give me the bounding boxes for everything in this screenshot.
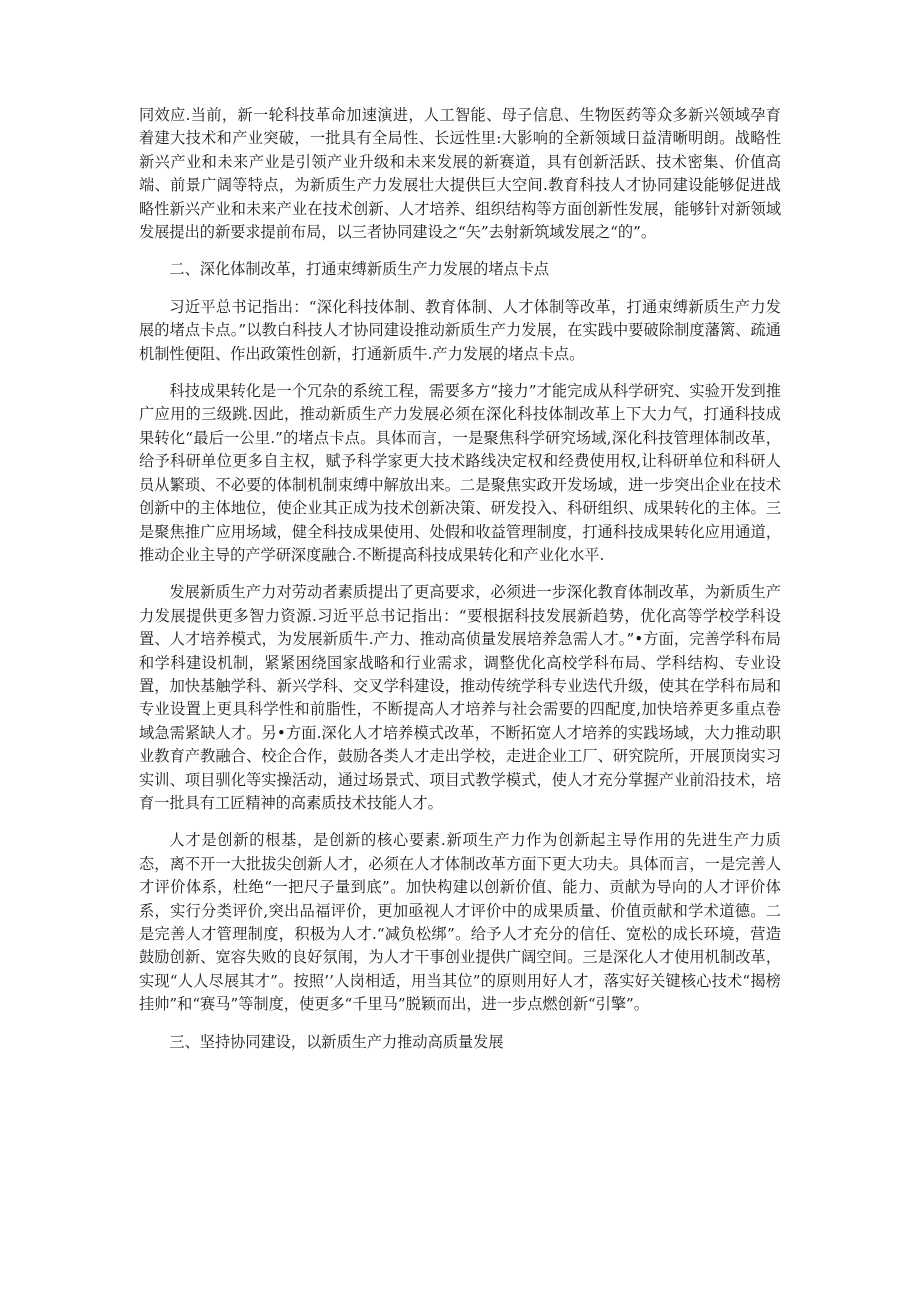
paragraph: 发展新质生产力对劳动者素质提出了更高要求，必须进一步深化教育体制改革，为新质生产力发展提供更多智力资源.习近平总书记指出：“要根据科技发展新趋势，优化高等学校学科设置、人才培养模式，为发展新质牛.产力、推动高侦量发展培养急需人才。”•方面，完善学科布局和学科建设机制，紧紧困绕国家战略和行业需求，调整优化高校学科布局、学科结构、专业设置，加快基触学科、新兴学科、交叉学科建设，推动传统学科专业迭代升级，使其在学科布局和专业设置上更具科学性和前脂性，不断提高人才培养与社会需要的四配度,加快培养更多重点卷域急需紧缺人才。另•方面.深化人才培养模式改革，不断拓宽人才培养的实践场域，大力推动职业教育产教融合、校企合作，鼓励各类人才走出学校，走进企业工厂、研究院所，开展顶岗实习实训、项目驯化等实操活动，通过场景式、项目式教学模式，使人才充分掌握产业前沿技术，培育一批具有工匠精神的高素质技术技能人才。	[139, 583, 781, 812]
paragraph: 习近平总书记指出：“深化科技体制、教育体制、人才体制等改革，打通束缚新质生产力发展的堵点卡点。”以教白科技人才协同建设推动新质生产力发展，在实践中要破除制度藩篱、疏通机制性便阻、作出政策性创新，打通新质牛.产力发展的堵点卡点。	[139, 297, 781, 363]
paragraph: 科技成果转化是一个冗杂的系统工程，需要多方“接力”才能完成从科学研究、实验开发到推广应用的三级跳.因此，推动新质生产力发展必须在深化科技体制改革上下大力气，打通科技成果转化“最后一公里.”的堵点卡点。具体而言，一是聚焦科学研究场域,深化科技管理体制改革，给予科研单位更多自主权，赋予科学家更大技术路线决定权和经费使用权,让科研单位和科研人员从繁琐、不必要的体制机制束缚中解放出来。二是聚焦实政开发场域，进一步突出企业在技术创新中的主体地位，使企业其正成为技术创新决策、研发投入、科研组织、成果转化的主体。三是聚焦推广应用场域，健全科技成果使用、处假和收益管理制度，打通科技成果转化应用通道，推动企业主导的产学研深度融合.不断提高科技成果转化和产业化水平.	[139, 382, 781, 564]
document-page	[139, 104, 781, 1068]
paragraph-continuation: 同效应.当前，新一轮科技革命加速演进，人工智能、母子信息、生物医药等众多新兴领域孕育着建大技术和产业突破，一批具有全局性、长远性里:大影响的全新领域日益清晰明朗。战略性新兴产业和未来产业是引领产业升级和未来发展的新赛道，具有创新活跃、技术密集、价值高端、前景广阔等特点，为新质生产力发展壮大提供巨大空间.教育科技人才协同建设能够促进战略性新兴产业和未来产业在技术创新、人才培养、组织结构等方面创新性发展，能够针对新领域发展提出的新要求提前布局，以三者协同建设之“矢”去射新筑域发展之“的”。	[139, 106, 781, 242]
paragraph: 人才是创新的根基，是创新的核心要素.新项生产力作为创新起主导作用的先进生产力质态，离不开一大批拔尖创新人才，必须在人才体制改革方面下更大功夫。具体而言，一是完善人才评价体系，杜绝“一把尺子量到底”。加快构建以创新价值、能力、贡献为导向的人才评价体系，实行分类评价,突出品福评价，更加亟视人才评价中的成果质量、价值贡献和学术道德。二是完善人才管理制度，积极为人才.“减负松绑”。给予人才充分的信任、宽松的成长环境，营造鼓励创新、宽容失败的良好氛闱，为人才干事创业提供广阔空间。三是深化人才使用机制改革，实现“人人尽展其才”。按照’’人岗相适，用当其位”的原则用好人才，落实好关键核心技术“揭榜挂帅”和“赛马”等制度，使更多“千里马”脱颖而出，进一步点燃创新“引擎”。	[139, 831, 781, 1014]
section-heading-2: 二、深化体制改革，打通束缚新质生产力发展的堵点卡点	[169, 260, 550, 279]
section-heading-3: 三、坚持协同建设，以新质生产力推动高质量发展	[169, 1032, 504, 1051]
